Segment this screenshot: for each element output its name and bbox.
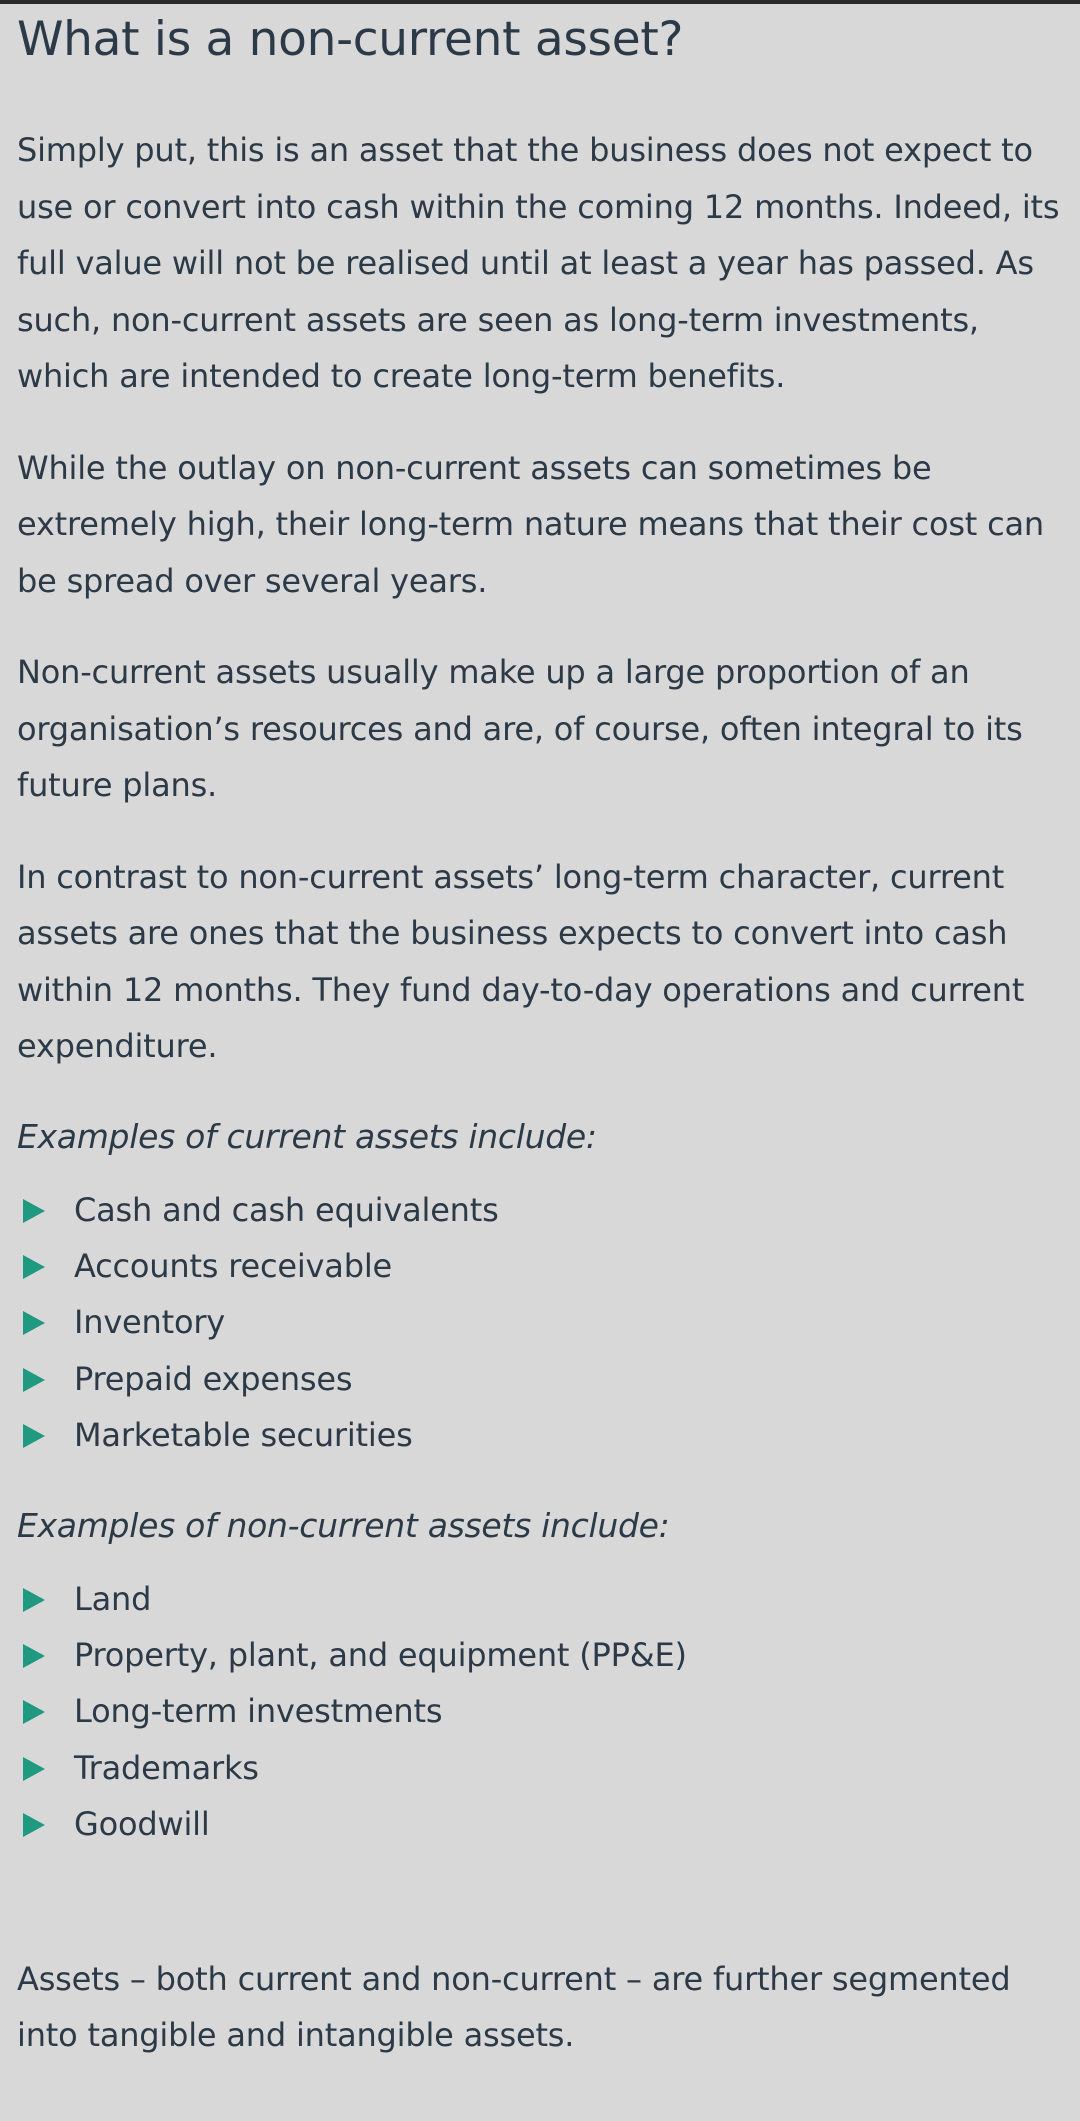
list-item [17,1407,1063,1463]
list-item-label: Prepaid expenses [74,1359,353,1398]
page-title: What is a non-current asset? [17,12,684,67]
triangle-bullet-icon [23,1311,45,1335]
paragraph-outlay: While the outlay on non-current assets can sometimes be extremely high, their long-term nature means that their cost can be spread over several years. [17,448,1044,600]
triangle-bullet-icon [23,1813,45,1837]
list-item [17,1683,1063,1739]
list-item [17,1740,1063,1796]
list-item [17,1182,1063,1238]
triangle-bullet-icon [23,1199,45,1223]
triangle-bullet-icon [23,1255,45,1279]
list-item [17,1238,1063,1294]
list-item-label: Land [74,1579,152,1618]
list-item-label: Goodwill [74,1805,210,1844]
paragraph-segmentation: Assets – both current and non-current – are further segmented into tangible and intangible assets. [17,1959,1011,2055]
non-current-assets-heading: Examples of non-current assets include: [17,1505,670,1545]
list-item-label: Trademarks [74,1748,259,1787]
triangle-bullet-icon [23,1588,45,1612]
triangle-bullet-icon [23,1644,45,1668]
list-item-label: Long-term investments [74,1692,443,1731]
article-content [17,0,1063,2064]
triangle-bullet-icon [23,1368,45,1392]
list-item-label: Cash and cash equivalents [74,1190,499,1229]
list-item-label: Accounts receivable [74,1246,392,1285]
list-item [17,1796,1063,1852]
list-item-label: Marketable securities [74,1416,413,1455]
current-assets-heading: Examples of current assets include: [17,1116,597,1156]
list-item [17,1627,1063,1683]
list-item-label: Property, plant, and equipment (PP&E) [74,1635,687,1674]
triangle-bullet-icon [23,1700,45,1724]
paragraph-proportion: Non-current assets usually make up a large proportion of an organisation’s resources and are, of course, often integral to its future plans. [17,653,1023,804]
triangle-bullet-icon [23,1757,45,1781]
list-item [17,1294,1063,1350]
list-item-label: Inventory [74,1303,226,1342]
triangle-bullet-icon [23,1424,45,1448]
paragraph-contrast: In contrast to non-current assets’ long-term character, current assets are ones that the business expects to convert into cash within 12 months. They fund day-to-day operations and current expenditure. [17,857,1025,1065]
paragraph-definition: Simply put, this is an asset that the business does not expect to use or convert into cash within the coming 12 months. Indeed, its full value will not be realised until at least a year has passed. As such, non-current assets are seen as long-term investments, which are intended to create long-term benefits. [17,131,1060,395]
current-assets-list [17,1182,1063,1464]
list-item [17,1351,1063,1407]
non-current-assets-list [17,1571,1063,1853]
list-item [17,1571,1063,1627]
